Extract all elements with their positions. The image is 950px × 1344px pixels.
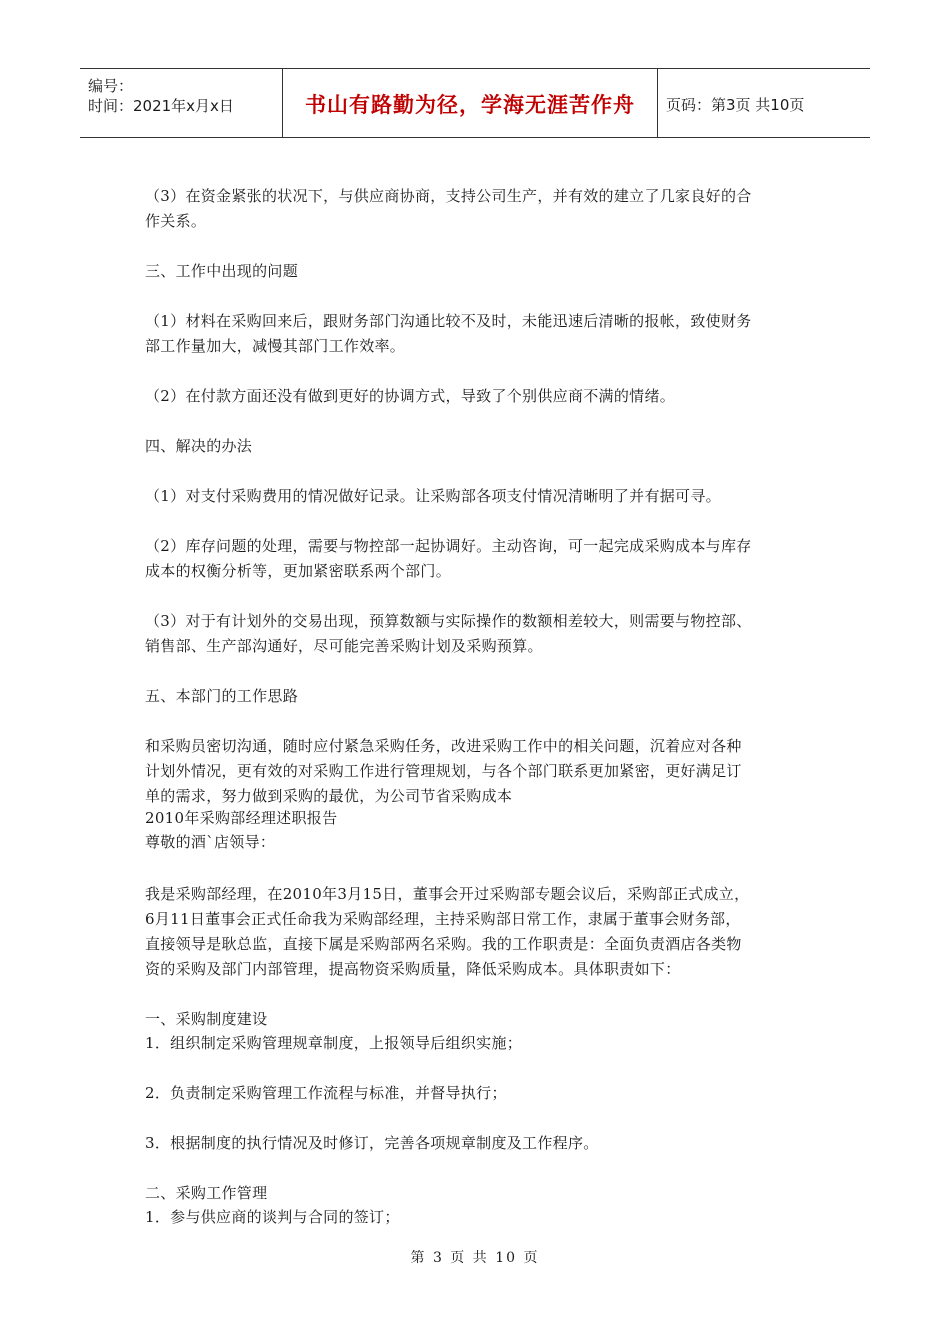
report-title: 2010年采购部经理述职报告 xyxy=(145,809,338,827)
header-meta xyxy=(80,69,282,137)
salutation: 尊敬的酒`店领导： xyxy=(145,833,276,851)
body-line: （1）对支付采购费用的情况做好记录。让采购部各项支付情况清晰明了并有据可寻。 xyxy=(145,487,721,505)
header-motto: 书山有路勤为径，学海无涯苦作舟 xyxy=(305,93,635,117)
list-item: 1．参与供应商的谈判与合同的签订； xyxy=(145,1208,400,1226)
body-line: 资的采购及部门内部管理，提高物资采购质量，降低采购成本。具体职责如下： xyxy=(145,960,681,978)
document-date-label: 时间：2021年x月x日 xyxy=(88,97,234,115)
header-motto-cell xyxy=(282,69,658,137)
section-heading: 二、采购工作管理 xyxy=(145,1184,268,1202)
section-heading: 五、本部门的工作思路 xyxy=(145,687,299,705)
header-page-cell xyxy=(656,69,870,137)
list-item: 3．根据制度的执行情况及时修订，完善各项规章制度及工作程序。 xyxy=(145,1134,599,1152)
body-line: 成本的权衡分析等，更加紧密联系两个部门。 xyxy=(145,562,452,580)
section-heading: 四、解决的办法 xyxy=(145,437,253,455)
page-footer: 第 3 页 共 10 页 xyxy=(410,1250,540,1266)
body-line: 销售部、生产部沟通好，尽可能完善采购计划及采购预算。 xyxy=(145,637,543,655)
page-header xyxy=(80,68,870,138)
body-line: （3）在资金紧张的状况下，与供应商协商，支持公司生产，并有效的建立了几家良好的合 xyxy=(145,187,752,205)
section-heading: 三、工作中出现的问题 xyxy=(145,262,299,280)
header-page-number: 页码：第3页 共10页 xyxy=(666,96,805,114)
body-line: （3）对于有计划外的交易出现，预算数额与实际操作的数额相差较大，则需要与物控部、 xyxy=(145,612,752,630)
body-line: 我是采购部经理，在2010年3月15日，董事会开过采购部专题会议后，采购部正式成立， xyxy=(145,885,750,903)
body-line: 计划外情况，更有效的对采购工作进行管理规划，与各个部门联系更加紧密，更好满足订 xyxy=(145,762,742,780)
body-line: 直接领导是耿总监，直接下属是采购部两名采购。我的工作职责是：全面负责酒店各类物 xyxy=(145,935,742,953)
body-line: 和采购员密切沟通，随时应付紧急采购任务，改进采购工作中的相关问题，沉着应对各种 xyxy=(145,737,742,755)
list-item: 2．负责制定采购管理工作流程与标准，并督导执行； xyxy=(145,1084,507,1102)
list-item: 1．组织制定采购管理规章制度，上报领导后组织实施； xyxy=(145,1034,523,1052)
body-line: 6月11日董事会正式任命我为采购部经理，主持采购部日常工作，隶属于董事会财务部， xyxy=(145,910,741,928)
body-line: （2）在付款方面还没有做到更好的协调方式，导致了个别供应商不满的情绪。 xyxy=(145,387,676,405)
body-line: 作关系。 xyxy=(145,212,207,230)
body-line: 单的需求，努力做到采购的最优，为公司节省采购成本 xyxy=(145,787,513,805)
section-heading: 一、采购制度建设 xyxy=(145,1010,268,1028)
body-line: 部工作量加大，减慢其部门工作效率。 xyxy=(145,337,406,355)
document-number-label: 编号： xyxy=(88,77,134,95)
body-line: （2）库存问题的处理，需要与物控部一起协调好。主动咨询，可一起完成采购成本与库存 xyxy=(145,537,752,555)
body-line: （1）材料在采购回来后，跟财务部门沟通比较不及时，未能迅速后清晰的报帐，致使财务 xyxy=(145,312,752,330)
